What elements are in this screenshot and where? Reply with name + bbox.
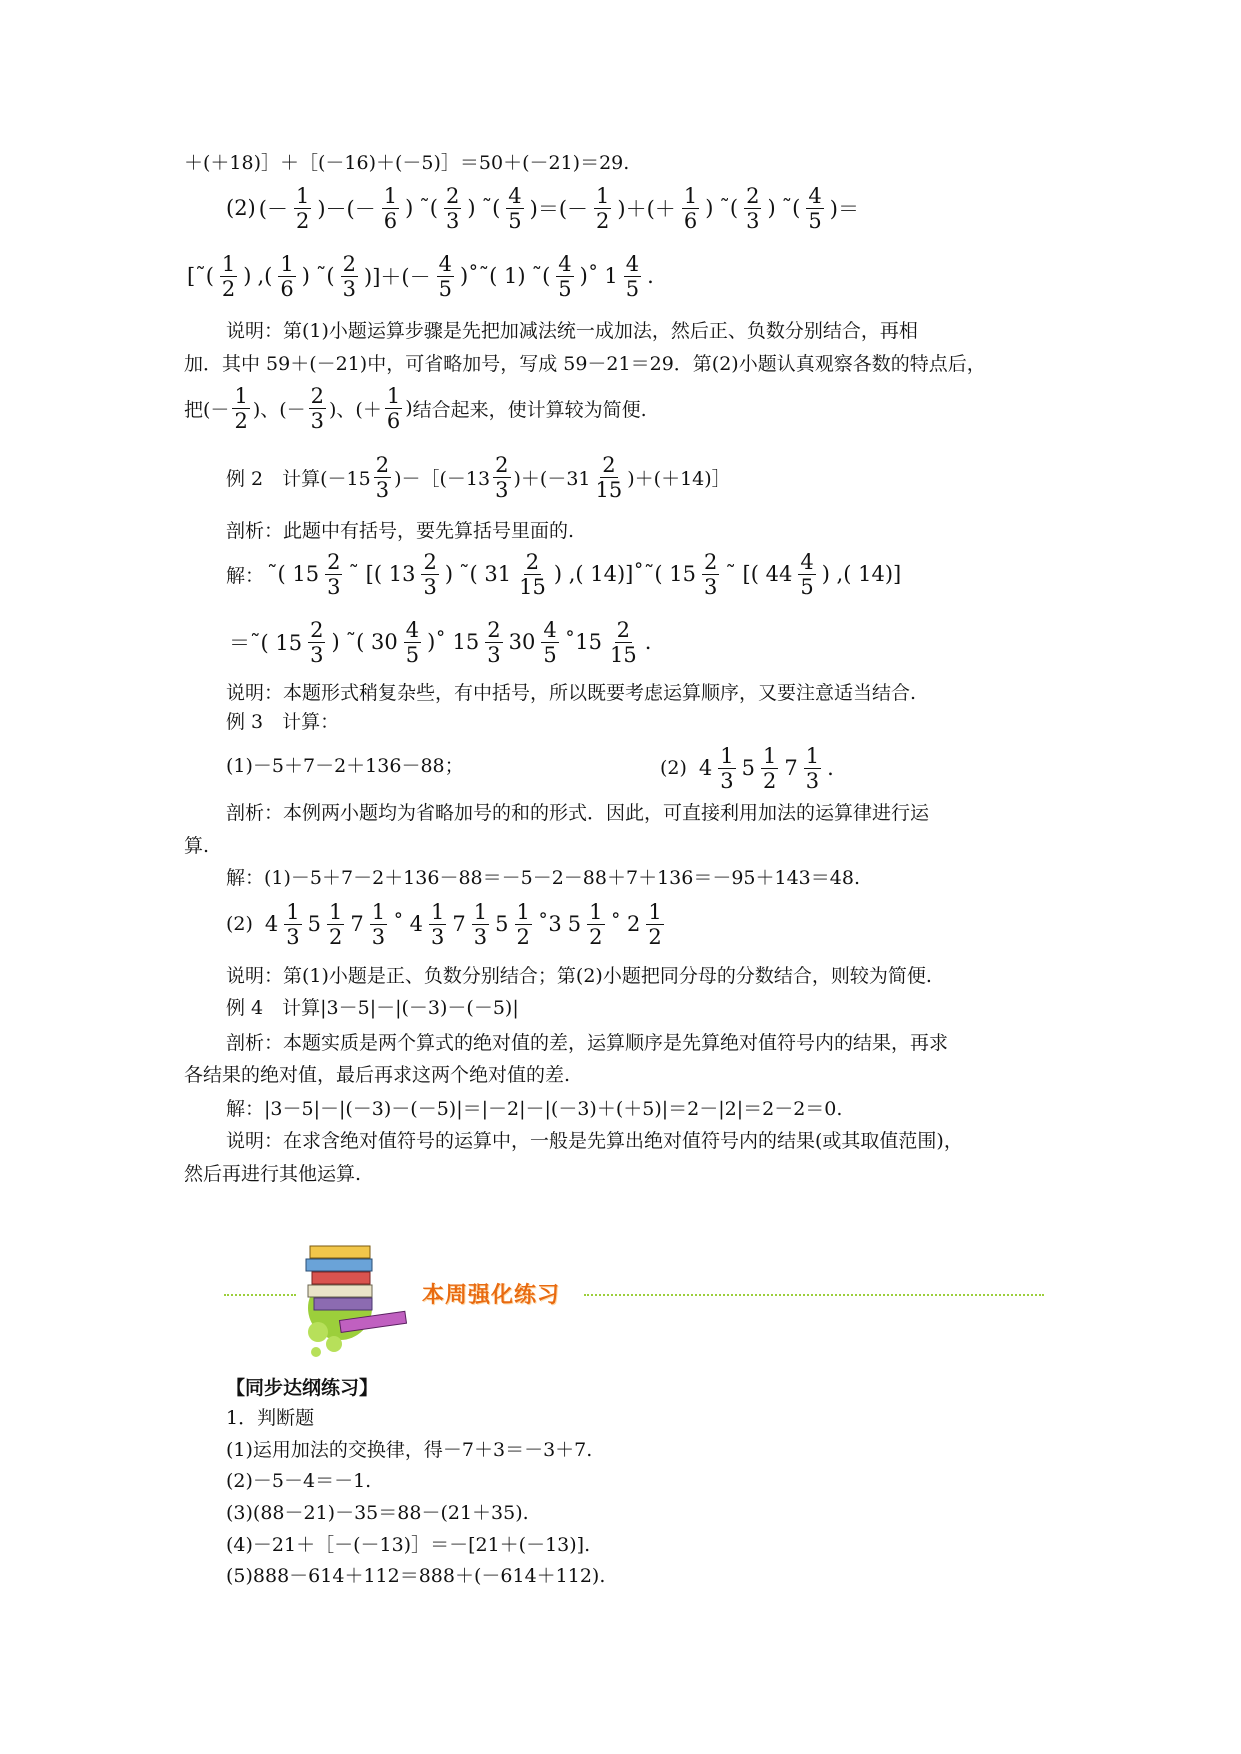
- part2-label: (2): [226, 196, 256, 220]
- example3-label: 例 3 计算：: [226, 711, 340, 733]
- example3-solution1: 解：(1)－5＋7－2＋136－88＝－5－2－88＋7＋136＝－95＋143＝48.: [226, 867, 860, 889]
- example4-label: 例 4 计算|3－5|－|(－3)－(－5)|: [226, 997, 519, 1019]
- example3-solution2: (2) 4 $\frac{1}{3}$ 5 $\frac{1}{2}$ 7 $\frac{1}{3}$ ˚ 4 $\frac{1}{3}$ 7 $\frac{1}{3}$ 5 $\frac{1}{2}$ ˚3 5 $\frac{1}{2}$ ˚ 2 $\frac{1}{2}$: [226, 899, 662, 949]
- dotted-divider-right: [584, 1294, 1044, 1296]
- note1-line2: 加．其中 59＋(－21)中，可省略加号，写成 59－21＝29．第(2)小题认真观察各数的特点后，: [184, 353, 986, 375]
- books-icon: [300, 1232, 420, 1360]
- example3-analysis-line1: 剖析：本例两小题均为省略加号的和的形式．因此，可直接利用加法的运算律进行运: [226, 802, 930, 824]
- example2-note: 说明：本题形式稍复杂些，有中括号，所以既要考虑运算顺序，又要注意适当结合.: [226, 682, 917, 704]
- equation-part2-line2: [˜( $\frac{1}{2}$ ) ,( $\frac{1}{6}$ ) ˜( $\frac{2}{3}$ )]＋(－ $\frac{4}{5}$ )˚˜( 1) ˜( $\frac{4}{5}$ )˚ 1 $\frac{4}{5}$ .: [187, 251, 654, 301]
- example3-note: 说明：第(1)小题是正、负数分别结合；第(2)小题把同分母的分数结合，则较为简便.: [226, 965, 932, 987]
- equation-part2-line1: (2) (－ $\frac{1}{2}$ )－(－ $\frac{1}{6}$ ) ˜( $\frac{2}{3}$ ) ˜( $\frac{4}{5}$ )＝(－ $\frac{1}{2}$ )＋(＋ $\frac{1}{6}$ ) ˜( $\frac{2}{3}$ ) ˜( $\frac{4}{5}$ )＝: [226, 183, 859, 233]
- example2-problem: 例 2 计算 (－15 $\frac{2}{3}$ )－［(－13 $\frac{2}{3}$ )＋(－31 $\frac{2}{15}$ )＋(＋14)］: [226, 452, 731, 502]
- example3-part1: (1)－5＋7－2＋136－88；: [226, 755, 464, 777]
- example4-note-line2: 然后再进行其他运算.: [184, 1163, 362, 1185]
- dotted-divider-left: [224, 1294, 296, 1296]
- question1-item-5: (5)888－614＋112＝888＋(－614＋112).: [226, 1565, 606, 1587]
- note1-line3: 把 (－ $\frac{1}{2}$ )、(－ $\frac{2}{3}$ )、(＋ $\frac{1}{6}$ ) 结合起来，使计算较为简便.: [184, 383, 647, 433]
- section-banner: [224, 1232, 1044, 1362]
- example4-analysis-line2: 各结果的绝对值，最后再求这两个绝对值的差.: [184, 1064, 571, 1086]
- note1-line1: 说明：第(1)小题运算步骤是先把加减法统一成加法，然后正、负数分别结合，再相: [226, 320, 918, 342]
- question1-item-3: (3)(88－21)－35＝88－(21＋35).: [226, 1502, 529, 1524]
- example2-analysis: 剖析：此题中有括号，要先算括号里面的.: [226, 520, 575, 542]
- example2-solution-line1: 解： ˜( 15 $\frac{2}{3}$ ˜ [( 13 $\frac{2}{3}$ ) ˜( 31 $\frac{2}{15}$ ) ,( 14)]˚˜( 15 $\frac{2}{3}$ ˜ [( 44 $\frac{4}{5}$ ) ,( 14)]: [226, 549, 902, 599]
- question1-item-4: (4)－21＋［－(－13)］＝－[21＋(－13)].: [226, 1534, 591, 1556]
- section-heading: 【同步达纲练习】: [226, 1377, 379, 1399]
- question1-item-2: (2)－5－4＝－1.: [226, 1470, 372, 1492]
- example3-part2: (2) 4 $\frac{1}{3}$ 5 $\frac{1}{2}$ 7 $\frac{1}{3}$ .: [660, 743, 834, 793]
- question1-item-1: (1)运用加法的交换律，得－7＋3＝－3＋7.: [226, 1439, 593, 1461]
- top-line: ＋(＋18)］＋［(－16)＋(－5)］＝50＋(－21)＝29.: [184, 152, 630, 174]
- example3-analysis-line2: 算.: [184, 835, 210, 857]
- example4-analysis-line1: 剖析：本题实质是两个算式的绝对值的差，运算顺序是先算绝对值符号内的结果，再求: [226, 1032, 949, 1054]
- example4-solution: 解：|3－5|－|(－3)－(－5)|＝|－2|－|(－3)＋(＋5)|＝2－|2|＝2－2＝0.: [226, 1098, 843, 1120]
- question1-title: 1．判断题: [226, 1407, 315, 1429]
- example4-note-line1: 说明：在求含绝对值符号的运算中，一般是先算出绝对值符号内的结果(或其取值范围)，: [226, 1130, 963, 1152]
- example2-solution-line2: ＝˜( 15 $\frac{2}{3}$ ) ˜( 30 $\frac{4}{5}$ )˚ 15 $\frac{2}{3}$ 30 $\frac{4}{5}$ ˚15 $\frac{2}{15}$ .: [229, 617, 652, 667]
- banner-title: 本周强化练习: [422, 1283, 561, 1308]
